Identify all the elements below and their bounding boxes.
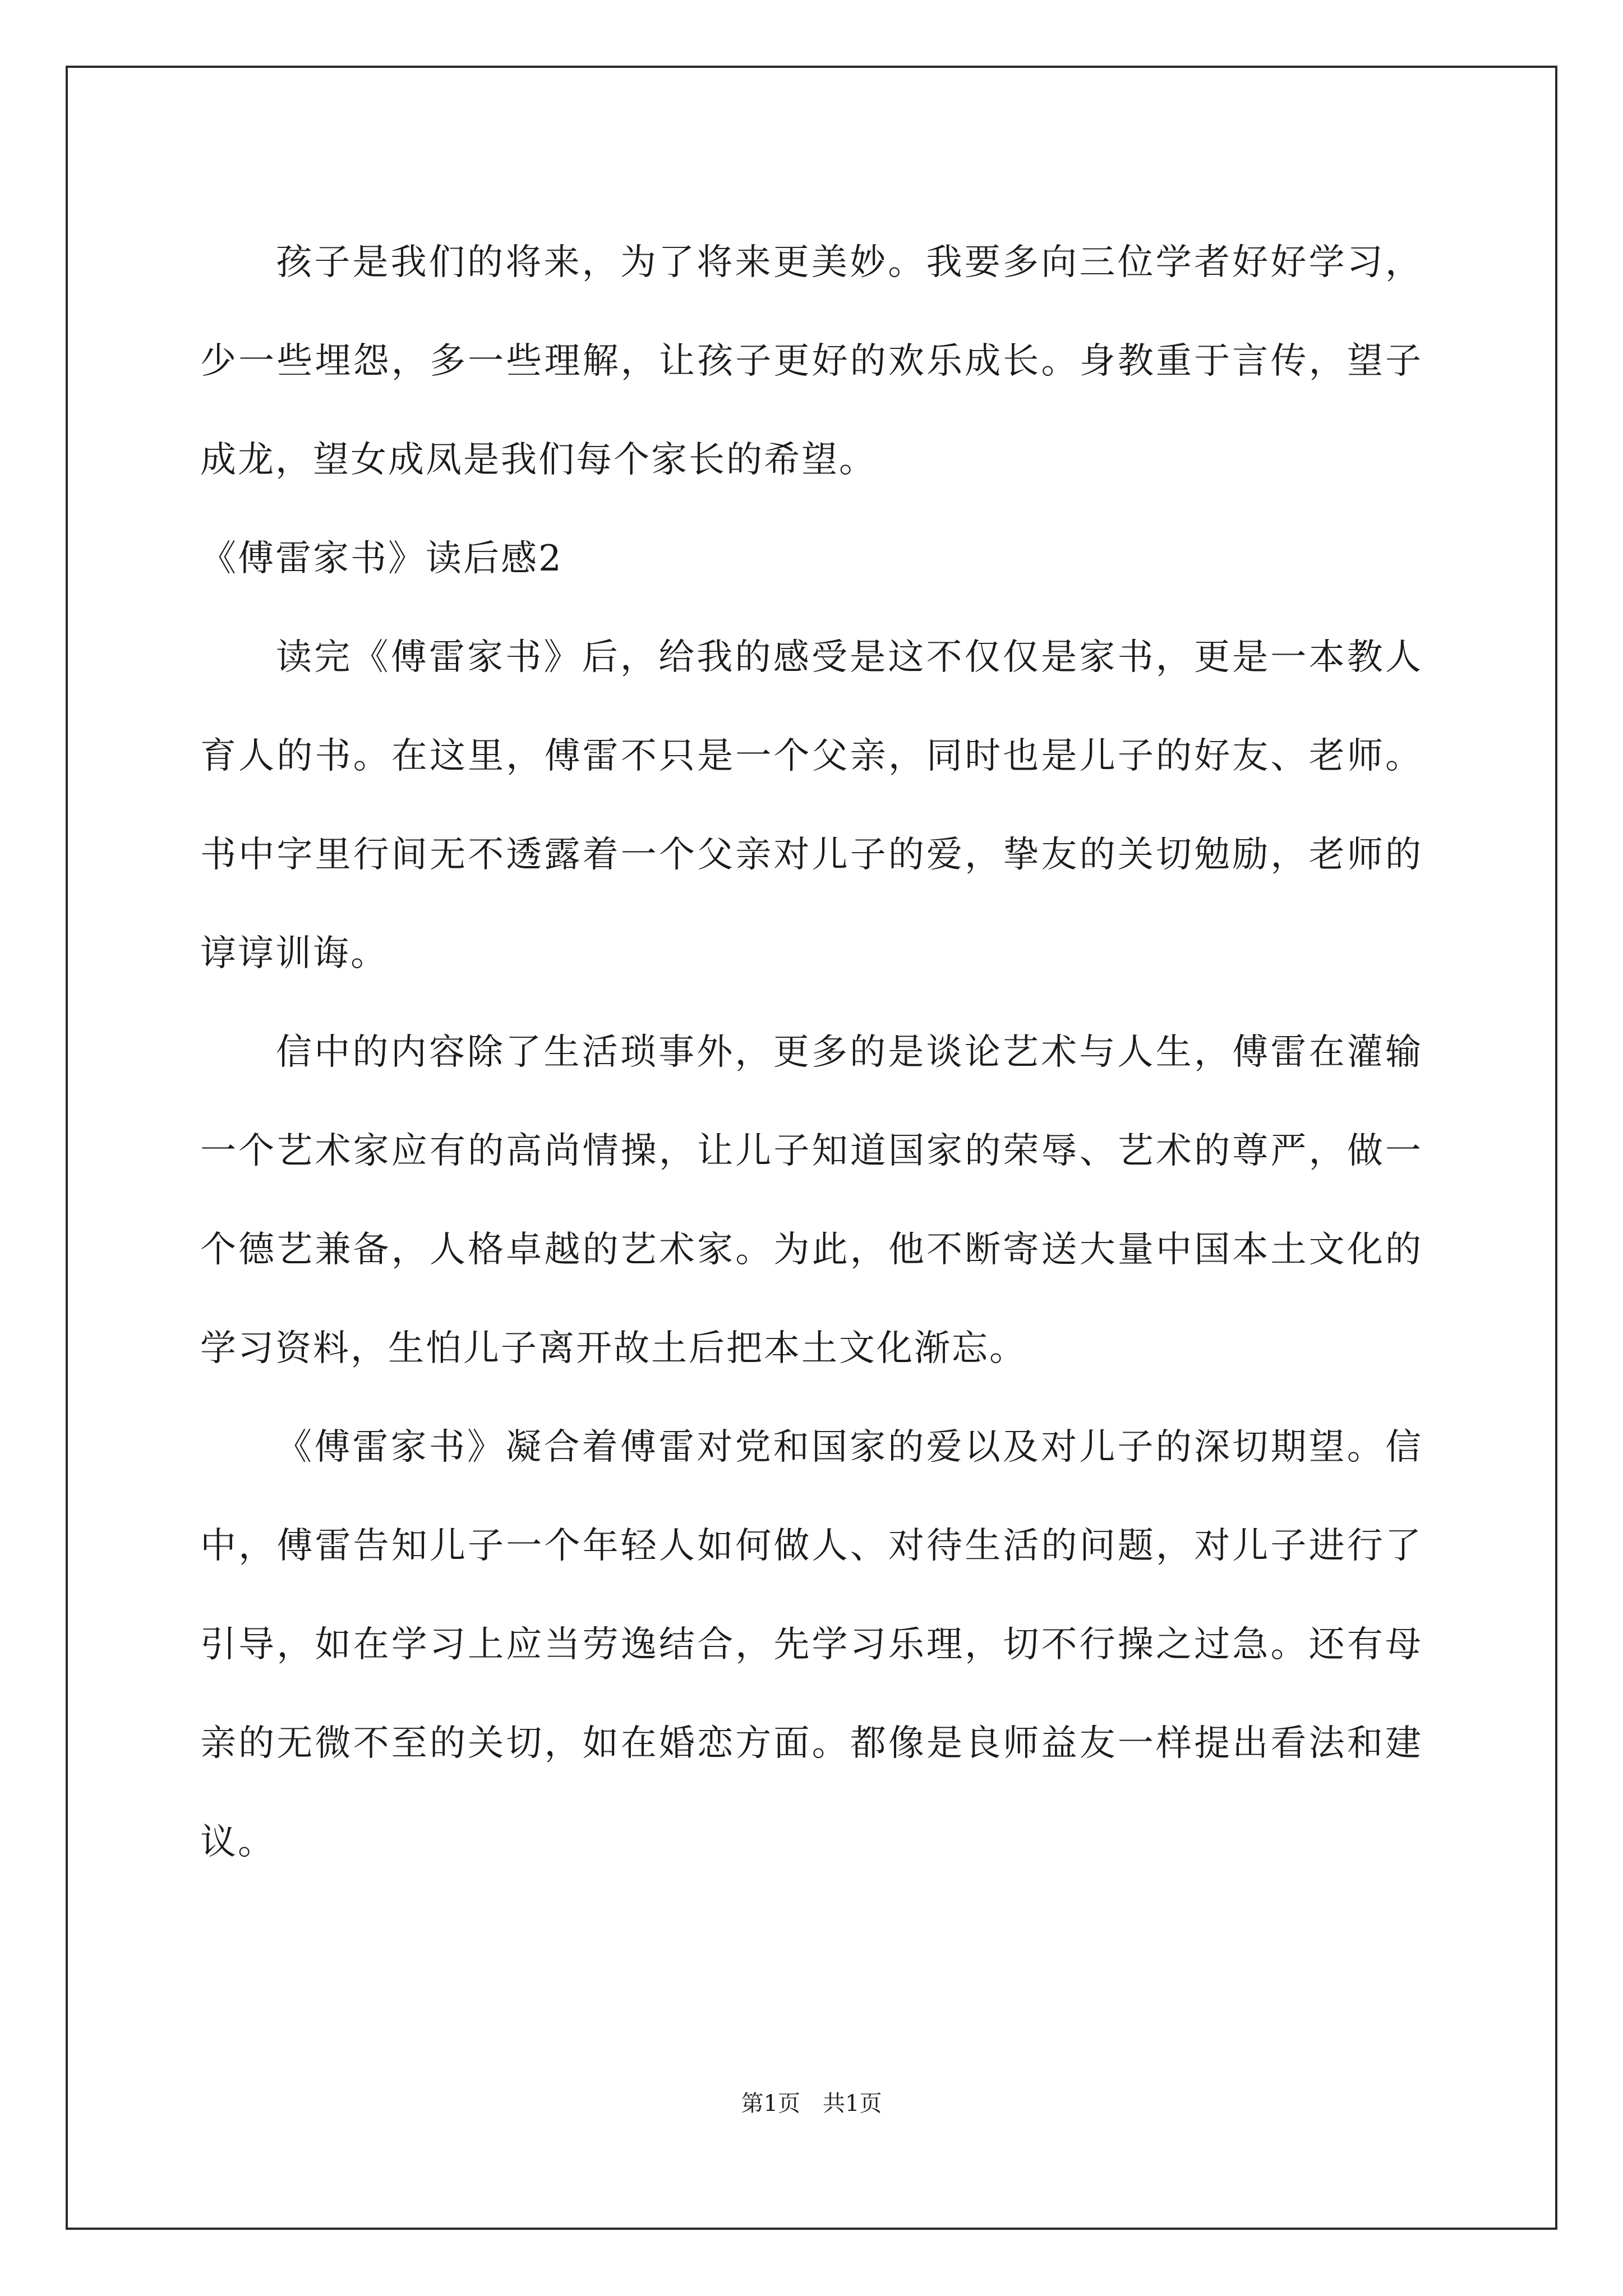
document-body [200,213,1423,1892]
paragraph-1: 孩子是我们的将来，为了将来更美妙。我要多向三位学者好好学习，少一些埋怨，多一些理解，让孩子更好的欢乐成长。身教重于言传，望子成龙，望女成凤是我们每个家长的希望。 [200,242,1423,481]
page-footer [0,2087,1623,2120]
section-heading: 《傅雷家书》读后感2 [200,538,563,579]
paragraph-3: 信中的内容除了生活琐事外，更多的是谈论艺术与人生，傅雷在灌输一个艺术家应有的高尚情操，让儿子知道国家的荣辱、艺术的尊严，做一个德艺兼备，人格卓越的艺术家。为此，他不断寄送大量中国本土文化的学习资料，生怕儿子离开故土后把本土文化渐忘。 [200,1032,1423,1369]
page-number-label: 第1页 共1页 [741,2091,882,2116]
paragraph-4: 《傅雷家书》凝合着傅雷对党和国家的爱以及对儿子的深切期望。信中，傅雷告知儿子一个年轻人如何做人、对待生活的问题，对儿子进行了引导，如在学习上应当劳逸结合，先学习乐理，切不行操之过急。还有母亲的无微不至的关切，如在婚恋方面。都像是良师益友一样提出看法和建议。 [200,1427,1423,1863]
paragraph-2: 读完《傅雷家书》后，给我的感受是这不仅仅是家书，更是一本教人育人的书。在这里，傅雷不只是一个父亲，同时也是儿子的好友、老师。书中字里行间无不透露着一个父亲对儿子的爱，挚友的关切勉励，老师的谆谆训诲。 [200,637,1423,974]
